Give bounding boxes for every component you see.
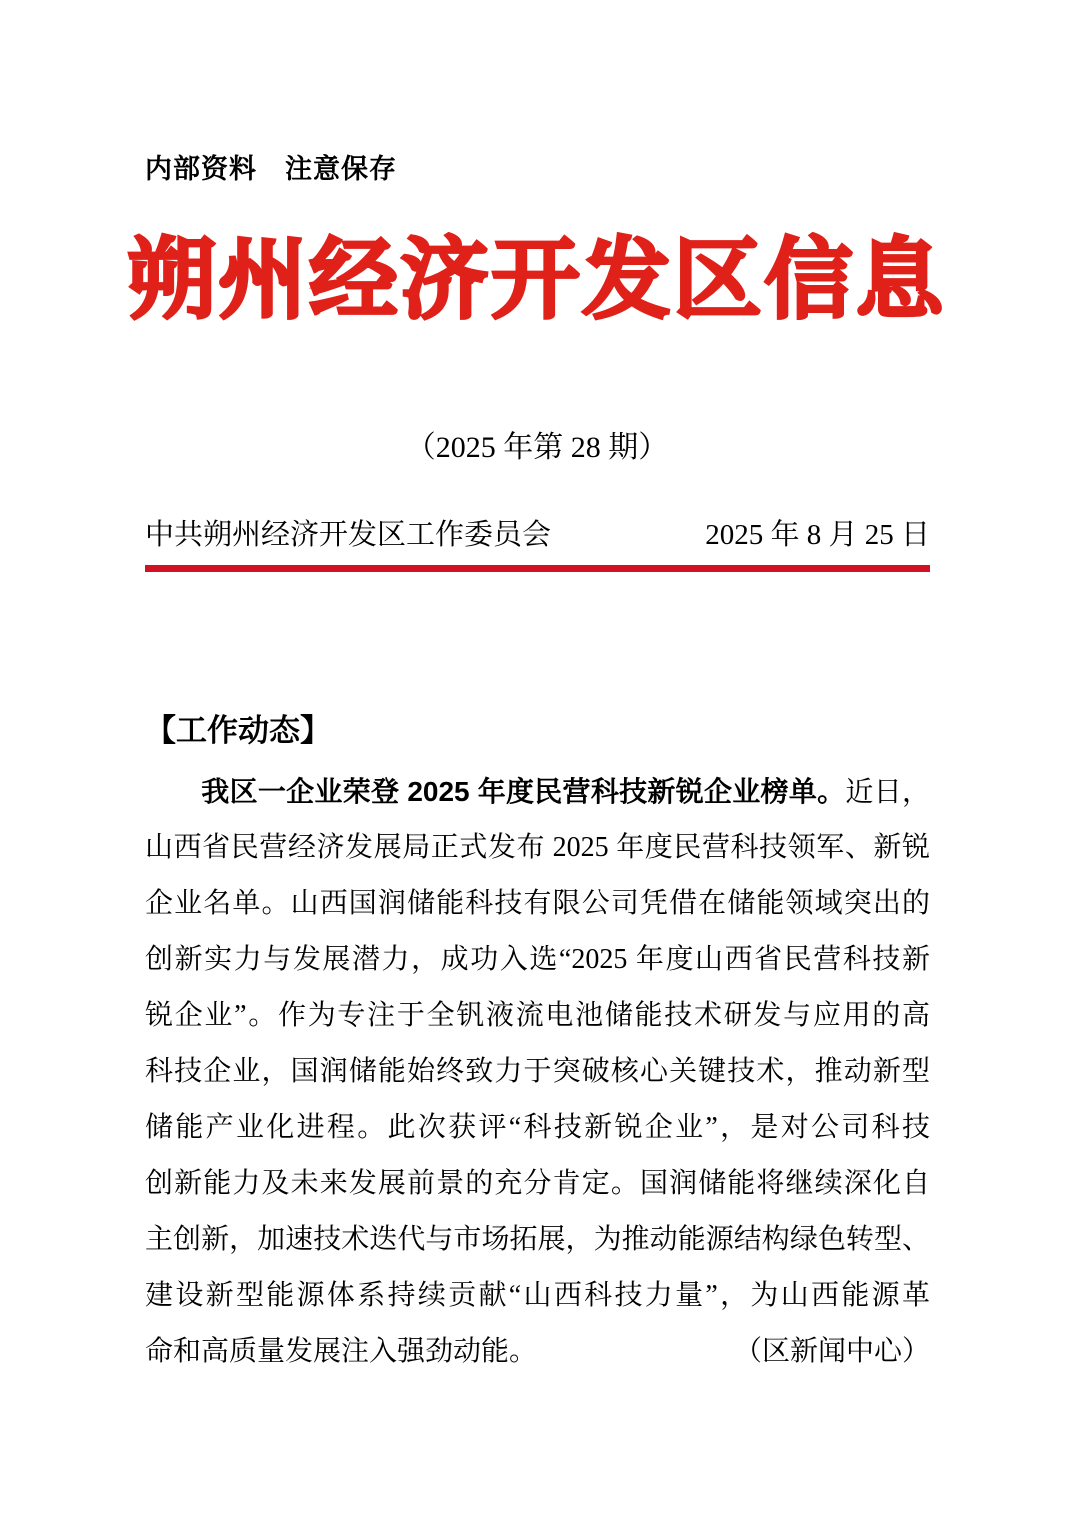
body-line-text: 近日， — [845, 777, 930, 808]
body-line: 创新实力与发展潜力，成功入选“2025 年度山西省民营科技新 — [145, 944, 930, 975]
publisher-name: 中共朔州经济开发区工作委员会 — [145, 519, 552, 551]
body-line: 创新能力及未来发展前景的充分肯定。国润储能将继续深化自 — [145, 1168, 930, 1199]
body-line-text: 命和高质量发展注入强劲动能。 — [145, 1336, 538, 1367]
body-line: 科技企业，国润储能始终致力于突破核心关键技术，推动新型 — [145, 1056, 930, 1087]
article-byline: （区新闻中心） — [733, 1336, 930, 1367]
section-header: 【工作动态】 — [145, 713, 331, 748]
body-line: 山西省民营经济发展局正式发布 2025 年度民营科技领军、新锐 — [145, 832, 930, 863]
body-line — [145, 764, 930, 820]
issue-number: （2025 年第 28 期） — [405, 431, 669, 464]
publication-date: 2025 年 8 月 25 日 — [705, 519, 930, 551]
masthead-rule — [145, 565, 930, 572]
article-body — [145, 764, 930, 1380]
body-line: 储能产业化进程。此次获评“科技新锐企业”，是对公司科技 — [145, 1112, 930, 1143]
masthead-title: 朔州经济开发区信息 — [127, 230, 947, 329]
article-lead-title: 我区一企业荣登 2025 年度民营科技新锐企业榜单。 — [201, 776, 846, 807]
body-line: 锐企业”。作为专注于全钒液流电池储能技术研发与应用的高 — [145, 1000, 930, 1031]
body-line: 企业名单。山西国润储能科技有限公司凭借在储能领域突出的 — [145, 888, 930, 919]
body-line: 建设新型能源体系持续贡献“山西科技力量”，为山西能源革 — [145, 1280, 930, 1311]
classification-notice: 内部资料 注意保存 — [145, 154, 397, 184]
body-line: 主创新，加速技术迭代与市场拓展，为推动能源结构绿色转型、 — [145, 1224, 930, 1255]
body-last-line — [145, 1324, 930, 1380]
publisher-row — [145, 518, 930, 553]
